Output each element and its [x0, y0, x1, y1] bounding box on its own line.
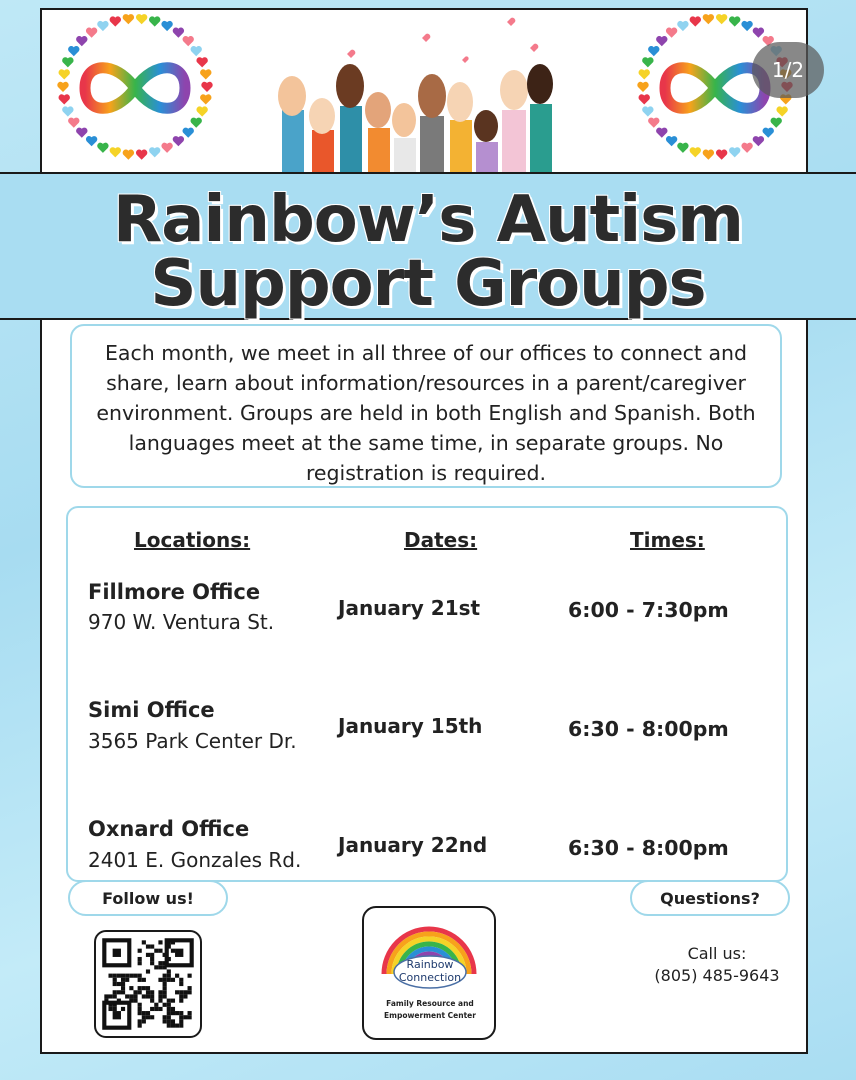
follow-us-label: Follow us! [68, 880, 228, 916]
heart-icon [86, 28, 97, 38]
heart-icon [161, 21, 172, 31]
heart-icon [763, 128, 774, 138]
heart-icon [690, 147, 701, 157]
group-time: 6:30 - 8:00pm [568, 836, 729, 860]
heart-icon [201, 82, 212, 92]
heart-icon [200, 69, 211, 79]
heart-icon [62, 57, 73, 67]
qr-code-pattern [96, 932, 200, 1036]
heart-icon [642, 106, 653, 116]
location-address: 3565 Park Center Dr. [88, 729, 297, 753]
heart-icon [677, 143, 688, 153]
heart-icon [76, 36, 87, 46]
heart-icon [57, 82, 68, 92]
heart-icon [196, 106, 207, 116]
heart-icon [656, 36, 667, 46]
rainbow-connection-logo [362, 906, 496, 1040]
heart-icon [59, 69, 70, 79]
heart-icon [639, 94, 650, 104]
group-date: January 22nd [338, 833, 488, 857]
call-us-label: Call us: [687, 944, 747, 963]
heart-icon [753, 28, 764, 38]
heart-icon [123, 14, 134, 24]
heart-icon [729, 147, 740, 157]
logo-line-1: Rainbow [406, 958, 454, 971]
heart-icon [149, 147, 160, 157]
logo-line-3: Family Resource and [386, 999, 474, 1008]
group-time: 6:00 - 7:30pm [568, 598, 729, 622]
questions-label: Questions? [630, 880, 790, 916]
heart-icon [677, 21, 688, 31]
location-name: Fillmore Office [88, 580, 261, 604]
heart-icon [666, 136, 677, 146]
location-address: 970 W. Ventura St. [88, 610, 275, 634]
heart-icon [86, 136, 97, 146]
heart-icon [648, 118, 659, 128]
page-counter: 1/2 [752, 42, 824, 98]
heart-icon [656, 128, 667, 138]
heart-icon [666, 28, 677, 38]
header-illustration [42, 10, 806, 172]
heart-icon [642, 57, 653, 67]
title-line-2: Support Groups [150, 247, 706, 321]
heart-icon [191, 46, 202, 56]
heart-icon [76, 128, 87, 138]
infinity-heart-wreath-icon [50, 10, 220, 170]
dates-header: Dates: [404, 528, 478, 552]
heart-icon [97, 143, 108, 153]
heart-icon [703, 150, 714, 160]
locations-header: Locations: [134, 528, 251, 552]
raised-hands-illustration [262, 10, 592, 172]
heart-icon [62, 106, 73, 116]
heart-icon [173, 136, 184, 146]
heart-icon [639, 69, 650, 79]
heart-icon [68, 46, 79, 56]
heart-icon [136, 150, 147, 160]
heart-icon [637, 82, 648, 92]
heart-icon [716, 150, 727, 160]
heart-icon [200, 94, 211, 104]
heart-icon [771, 118, 782, 128]
heart-icon [173, 28, 184, 38]
heart-icon [716, 14, 727, 24]
heart-icon [690, 16, 701, 26]
group-time: 6:30 - 8:00pm [568, 717, 729, 741]
heart-icon [110, 147, 121, 157]
location-address: 2401 E. Gonzales Rd. [88, 848, 302, 872]
heart-icon [753, 136, 764, 146]
location-name: Oxnard Office [88, 817, 250, 841]
heart-icon [703, 14, 714, 24]
heart-icon [59, 94, 70, 104]
logo-line-2: Connection [398, 971, 462, 984]
intro-text: Each month, we meet in all three of our offices to connect and share, learn about information/resources in a parent/caregiver environment. Groups are held in both English and Spanish. Both languages meet at the same time, in separate groups. No registration is required. [70, 324, 782, 488]
heart-icon [776, 106, 787, 116]
heart-icon [110, 16, 121, 26]
heart-icon [741, 21, 752, 31]
qr-code-icon[interactable] [94, 930, 202, 1038]
title-line-1: Rainbow’s Autism [113, 183, 743, 257]
heart-icon [149, 16, 160, 26]
rainbow-logo-icon [364, 908, 494, 1038]
title-band [0, 172, 856, 320]
heart-icon [183, 128, 194, 138]
group-date: January 21st [338, 596, 481, 620]
phone-number[interactable]: (805) 485-9643 [654, 966, 780, 985]
schedule-table [66, 506, 788, 882]
heart-icon [136, 14, 147, 24]
heart-icon [161, 143, 172, 153]
heart-icon [729, 16, 740, 26]
logo-line-4: Empowerment Center [384, 1011, 476, 1020]
heart-icon [648, 46, 659, 56]
heart-icon [741, 143, 752, 153]
heart-icon [196, 57, 207, 67]
heart-icon [68, 118, 79, 128]
location-name: Simi Office [88, 698, 215, 722]
heart-icon [191, 118, 202, 128]
heart-icon [183, 36, 194, 46]
group-date: January 15th [338, 714, 483, 738]
heart-icon [97, 21, 108, 31]
heart-icon [123, 150, 134, 160]
times-header: Times: [630, 528, 705, 552]
flyer [40, 8, 808, 1054]
